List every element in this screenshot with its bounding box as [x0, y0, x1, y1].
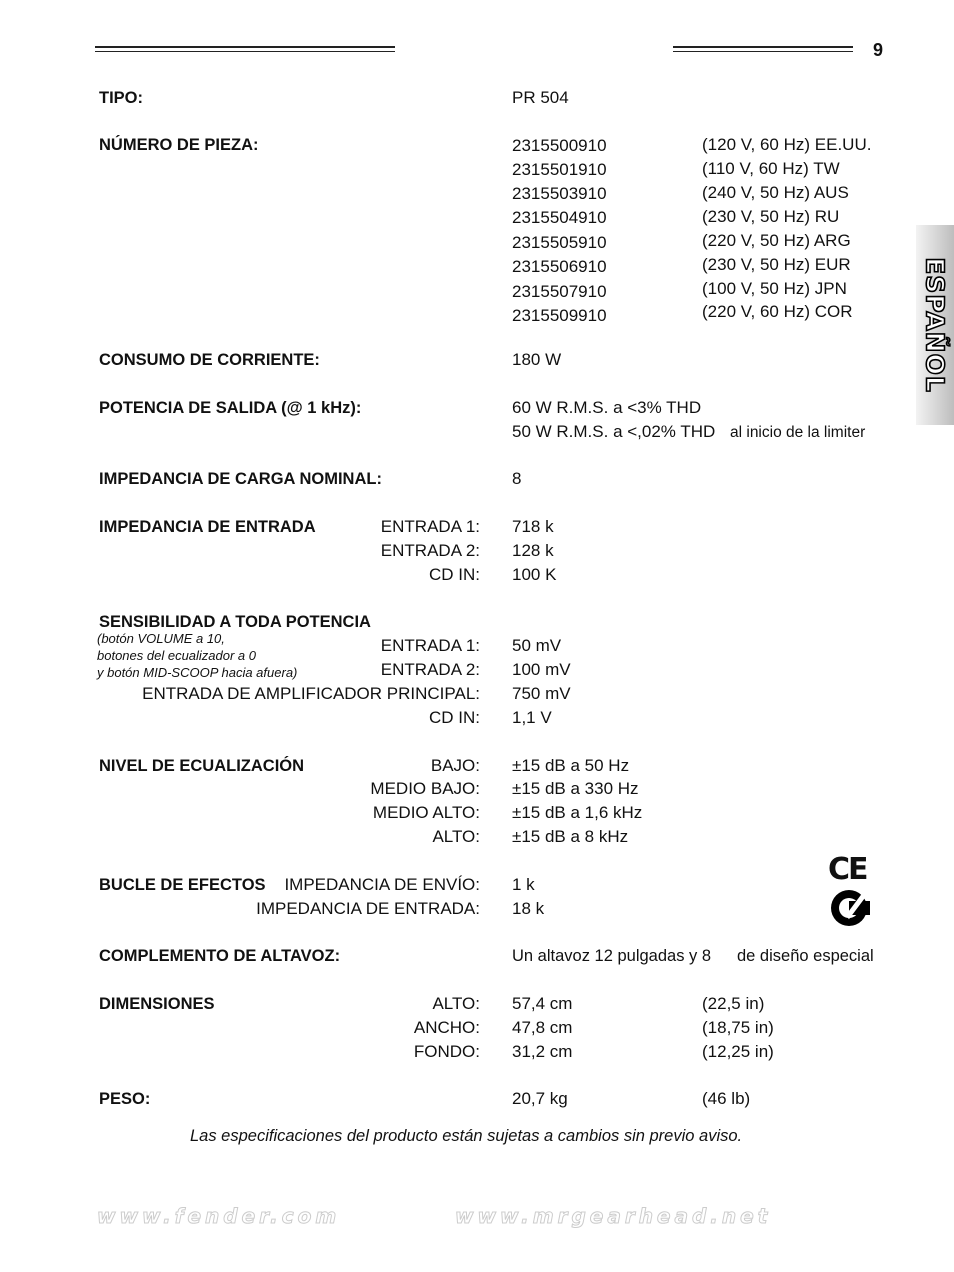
dimensiones-metric: 57,4 cm	[512, 994, 573, 1013]
entrada-row-value: 718 k	[512, 517, 554, 536]
header-rule-left-thin	[95, 51, 395, 52]
page-number: 9	[873, 40, 884, 60]
part-number: 2315503910	[512, 184, 607, 203]
entrada-row-label: ENTRADA 1:	[380, 517, 480, 536]
sensibilidad-row-value: 750 mV	[512, 684, 571, 703]
sensibilidad-note: botones del ecualizador a 0	[97, 648, 257, 663]
bucle-row-label: IMPEDANCIA DE ENVÍO:	[284, 875, 480, 894]
part-desc: (220 V, 50 Hz) ARG	[702, 231, 851, 250]
sensibilidad-row-label: ENTRADA 2:	[380, 660, 480, 679]
bucle-row-value: 18 k	[512, 899, 545, 918]
dimensiones-row-label: ANCHO:	[413, 1018, 480, 1037]
sensibilidad-note: y botón MID-SCOOP hacia afuera)	[97, 665, 298, 680]
ce-mark: CE	[828, 852, 867, 887]
dimensiones-row-label: ALTO:	[432, 994, 480, 1013]
part-number: 2315509910	[512, 306, 607, 325]
dimensiones-imperial: (22,5 in)	[702, 994, 765, 1013]
numero-label: NÚMERO DE PIEZA:	[99, 136, 259, 154]
sensibilidad-row-label: CD IN:	[429, 708, 480, 727]
part-desc: (220 V, 60 Hz) COR	[702, 302, 853, 321]
part-desc: (240 V, 50 Hz) AUS	[702, 183, 849, 202]
potencia-label: POTENCIA DE SALIDA (@ 1 kHz):	[99, 399, 362, 417]
carga-value: 8	[512, 469, 522, 488]
part-desc: (230 V, 50 Hz) EUR	[702, 255, 851, 274]
potencia-value-1: 60 W R.M.S. a <3% THD	[512, 398, 702, 417]
altavoz-value-a: Un altavoz 12 pulgadas y 8	[512, 947, 712, 965]
bucle-row-label: IMPEDANCIA DE ENTRADA:	[256, 899, 480, 918]
ecualizacion-row-label: ALTO:	[432, 827, 480, 846]
peso-imperial: (46 lb)	[702, 1089, 751, 1108]
disclaimer: Las especificaciones del producto están sujetas a cambios sin previo aviso.	[190, 1127, 743, 1145]
sensibilidad-row-label: ENTRADA 1:	[380, 636, 480, 655]
carga-label: IMPEDANCIA DE CARGA NOMINAL:	[99, 470, 382, 488]
ecualizacion-row-value: ±15 dB a 50 Hz	[512, 756, 630, 775]
peso-label: PESO:	[99, 1090, 151, 1108]
dimensiones-row-label: FONDO:	[413, 1042, 480, 1061]
altavoz-label: COMPLEMENTO DE ALTAVOZ:	[99, 947, 341, 965]
footer-url-mrgearhead: www.mrgearhead.net	[455, 1204, 772, 1228]
language-tab-label: ESPAÑOL	[920, 257, 950, 393]
dimensiones-metric: 31,2 cm	[512, 1042, 573, 1061]
footer-url-fender: www.fender.com	[97, 1204, 341, 1228]
part-desc: (120 V, 60 Hz) EE.UU.	[702, 135, 872, 154]
ecualizacion-row-value: ±15 dB a 330 Hz	[512, 779, 639, 798]
bucle-label: BUCLE DE EFECTOS	[99, 876, 266, 894]
part-number: 2315506910	[512, 257, 607, 276]
sensibilidad-row-value: 1,1 V	[512, 708, 552, 727]
sensibilidad-label: SENSIBILIDAD A TODA POTENCIA	[99, 613, 371, 631]
ecualizacion-row-label: MEDIO ALTO:	[372, 803, 480, 822]
peso-metric: 20,7 kg	[512, 1089, 568, 1108]
entrada-row-label: ENTRADA 2:	[380, 541, 480, 560]
part-number: 2315507910	[512, 282, 607, 301]
altavoz-value-b: de diseño especial	[737, 947, 874, 965]
dimensiones-imperial: (12,25 in)	[702, 1042, 774, 1061]
part-number: 2315500910	[512, 136, 607, 155]
part-desc: (100 V, 50 Hz) JPN	[702, 279, 847, 298]
potencia-value-2: 50 W R.M.S. a <,02% THD	[512, 422, 716, 441]
part-desc: (110 V, 60 Hz) TW	[702, 159, 840, 178]
ecualizacion-row-value: ±15 dB a 8 kHz	[512, 827, 629, 846]
ecualizacion-row-label: BAJO:	[430, 756, 480, 775]
part-desc: (230 V, 50 Hz) RU	[702, 207, 840, 226]
ecualizacion-row-label: MEDIO BAJO:	[370, 779, 480, 798]
header-rule-right	[673, 46, 853, 48]
ecualizacion-row-value: ±15 dB a 1,6 kHz	[512, 803, 643, 822]
entrada-row-value: 128 k	[512, 541, 554, 560]
part-number: 2315505910	[512, 233, 607, 252]
sensibilidad-row-value: 100 mV	[512, 660, 571, 679]
potencia-value-2-note: al inicio de la limiter	[730, 424, 866, 441]
entrada-row-label: CD IN:	[429, 565, 480, 584]
dimensiones-metric: 47,8 cm	[512, 1018, 573, 1037]
bucle-row-value: 1 k	[512, 875, 535, 894]
dimensiones-label: DIMENSIONES	[99, 995, 215, 1013]
header-rule-right-thin	[673, 51, 853, 52]
ecualizacion-label: NIVEL DE ECUALIZACIÓN	[99, 757, 305, 775]
header-rule-left	[95, 46, 395, 48]
tipo-label: TIPO:	[99, 89, 143, 107]
part-number: 2315501910	[512, 160, 607, 179]
tipo-value: PR 504	[512, 88, 569, 107]
entrada-label: IMPEDANCIA DE ENTRADA	[99, 518, 316, 536]
consumo-label: CONSUMO DE CORRIENTE:	[99, 351, 320, 369]
dimensiones-imperial: (18,75 in)	[702, 1018, 774, 1037]
consumo-value: 180 W	[512, 350, 562, 369]
c-tick-mark-icon	[830, 889, 870, 927]
sensibilidad-note: (botón VOLUME a 10,	[97, 631, 225, 646]
entrada-row-value: 100 K	[512, 565, 557, 584]
sensibilidad-row-label: ENTRADA DE AMPLIFICADOR PRINCIPAL:	[142, 684, 480, 703]
part-number: 2315504910	[512, 208, 607, 227]
sensibilidad-row-value: 50 mV	[512, 636, 562, 655]
